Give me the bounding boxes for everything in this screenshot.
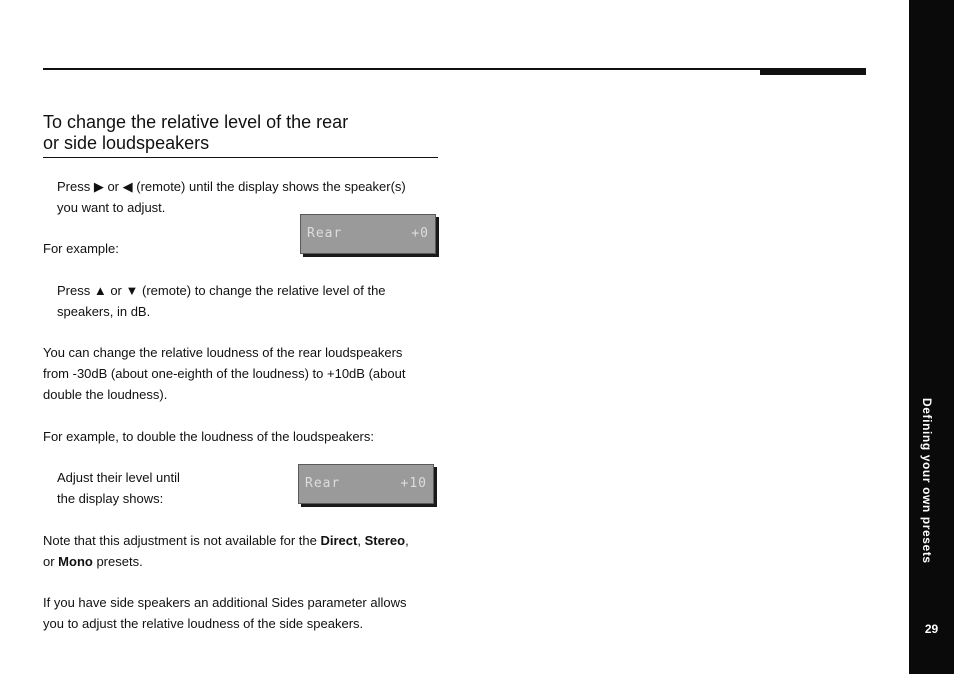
top-rule [43,68,865,70]
heading-line-2: or side loudspeakers [43,133,210,153]
heading-line-1: To change the relative level of the rear [43,112,349,132]
section-heading [43,112,443,154]
paragraph-example: For example, to double the loudness of the loudspeakers: [43,429,374,444]
paragraph-range: You can change the relative loudness of the rear loudspeakers from -30dB (about one-eighth of the loudness) to +10dB (about double the loudness). [43,345,406,402]
side-section-title: Defining your own presets [920,398,934,564]
paragraph-sides: If you have side speakers an additional Sides parameter allows you to adjust the relative loudness of the side speakers. [43,595,407,631]
arrow-down-icon: ▼ [125,283,139,298]
display-label: Rear [307,226,343,241]
for-example-label: For example: [43,241,119,256]
arrow-right-icon: ▶ [93,179,104,194]
arrow-left-icon: ◀ [122,179,133,194]
display-label: Rear [305,476,341,491]
arrow-up-icon: ▲ [93,283,107,298]
display-value: +10 [400,476,427,491]
step-1-text: Press ▶ or ◀ (remote) until the display shows the speaker(s) you want to adjust. [57,179,406,215]
heading-rule [43,157,438,158]
display-value: +0 [411,226,429,241]
paragraph-note: Note that this adjustment is not available for the Direct, Stereo, or Mono presets. [43,533,409,569]
side-bar [909,0,954,674]
page-number: 29 [924,622,939,636]
display-rear-0 [300,214,436,254]
top-tab-marker [760,68,866,75]
step-3-text: Adjust their level until the display shows: [57,470,180,506]
display-rear-10 [298,464,434,504]
step-2-text: Press ▲ or ▼ (remote) to change the relative level of the speakers, in dB. [57,283,386,319]
